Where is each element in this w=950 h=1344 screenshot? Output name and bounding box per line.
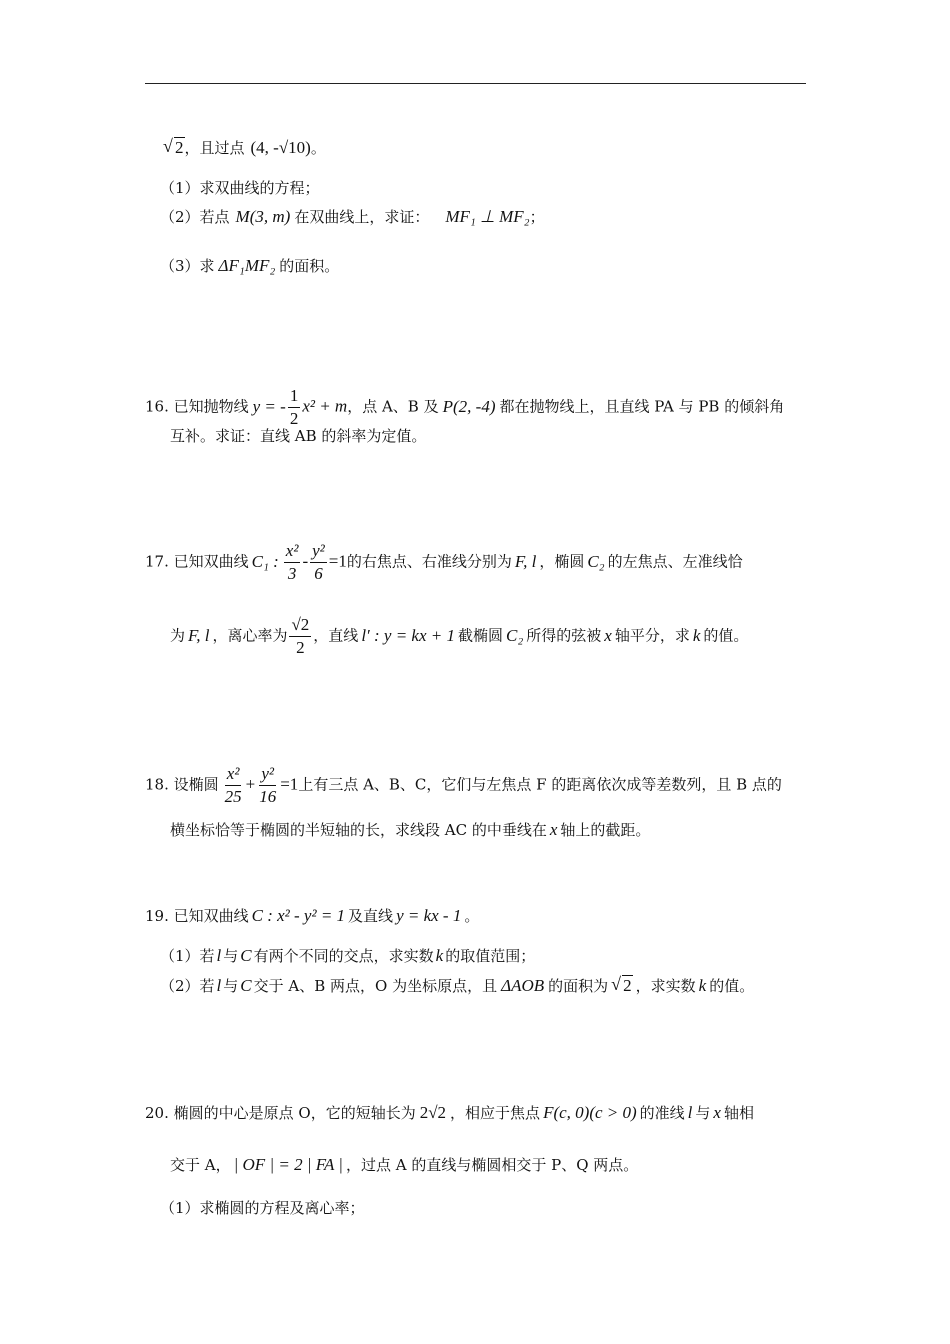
- fraction: $\frac{\text{y²}}{6}$: [312, 541, 325, 583]
- q15-part2: （2）若点 M(3, m) 在双曲线上，求证： MF₁ ⊥ MF₂；: [160, 207, 545, 226]
- sqrt-2: √ 2: [611, 976, 633, 996]
- sqrt-2: √ 2: [163, 138, 185, 158]
- q16-line2: 互补。求证：直线 AB 的斜率为定值。: [170, 427, 427, 445]
- q17-line2: 为 F, l ，离心率为 $\frac{√2}{2}$ ，直线 l′ : y = kx + 1 截椭圆 C₂ 所得的弦被 x 轴平分，求 k 的值。: [170, 615, 749, 657]
- q20-line1: 20. 椭圆的中心是原点 O，它的短轴长为 2√2 ，相应于焦点 F(c, 0)(c > 0) 的准线 l 与 x 轴相: [145, 1103, 754, 1122]
- q20-part1: （1）求椭圆的方程及离心率；: [160, 1199, 365, 1217]
- q19-part1: （1）若 l 与 C 有两个不同的交点，求实数 k 的取值范围；: [160, 946, 536, 965]
- q19-part2: （2）若 l 与 C 交于 A、B 两点，O 为坐标原点，且 ΔAOB 的面积为√ 2 ，求实数 k 的值。: [160, 976, 754, 996]
- q18-line2: 横坐标恰等于椭圆的半短轴的长，求线段 AC 的中垂线在 x 轴上的截距。: [170, 820, 651, 839]
- fraction: $\frac{√2}{2}$: [291, 615, 310, 657]
- q18-line1: 18. 设椭圆 $\frac{\text{x²}}{25}$ + $\frac{\text{y²}}{16}$ =1上有三点 A、B、C，它们与左焦点 F 的距离依次成等差数列，且 B 点的: [145, 764, 782, 806]
- q15-part3: （3）求 ΔF₁MF₂ 的面积。: [160, 256, 340, 275]
- q17-line1: 17. 已知双曲线 C₁ : $\frac{\text{x²}}{3}$ - $\frac{\text{y²}}{6}$ =1的右焦点、右准线分别为 F, l ，椭圆 C₂ 的左焦点、左准线恰: [145, 541, 743, 583]
- fraction: $\frac{\text{y²}}{16}$: [259, 764, 277, 806]
- fraction: $\frac{\text{x²}}{25}$: [224, 764, 242, 806]
- q16-line1: 16. 已知抛物线 y = - $\frac{1}{2}$ x² + m，点 A、B 及 P(2, -4) 都在抛物线上，且直线 PA 与 PB 的倾斜角: [145, 386, 785, 428]
- header-rule: [145, 83, 806, 84]
- point-expr: (4, -√10): [250, 138, 311, 157]
- fraction: $\frac{\text{x²}}{3}$: [285, 541, 299, 583]
- fraction: $\frac{1}{2}$: [289, 386, 299, 428]
- q15-continuation: √ 2，且过点 (4, -√10)。: [163, 138, 326, 158]
- q15-part1: （1）求双曲线的方程；: [160, 179, 320, 197]
- q19-line1: 19. 已知双曲线 C : x² - y² = 1 及直线 y = kx - 1 。: [145, 906, 480, 925]
- q20-line2: 交于 A， | OF | = 2 | FA | ，过点 A 的直线与椭圆相交于 P、Q 两点。: [170, 1155, 639, 1174]
